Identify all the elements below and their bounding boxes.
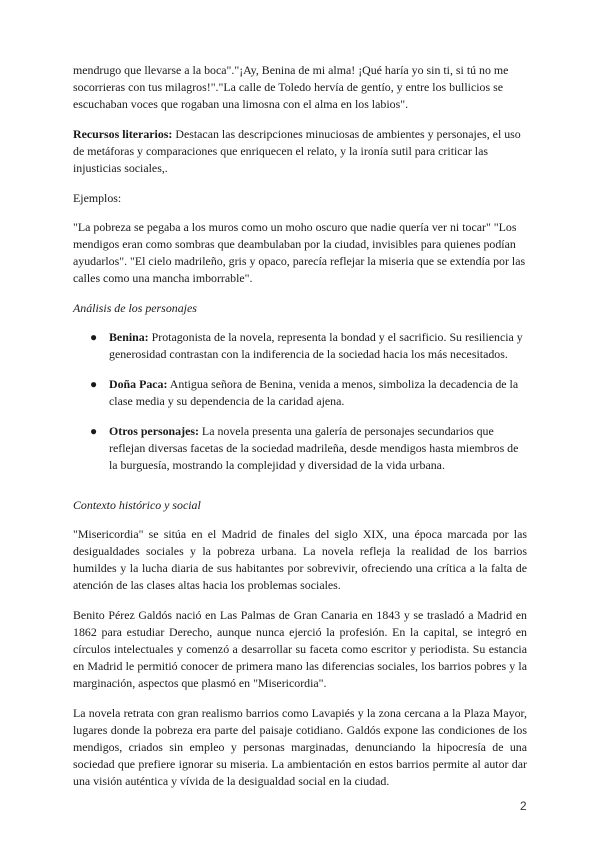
list-item-dona-paca bbox=[73, 376, 527, 410]
ejemplos-paragraph: "La pobreza se pegaba a los muros como un moho oscuro que nadie quería ver ni tocar" "Los mendigos eran como sombras que deambulaban por la ciudad, invisibles para quienes podían ayudarlos". "El cielo madrileño, gris y opaco, parecía reflejar la miseria que se extendía por las calles como una mancha imborrable". bbox=[73, 220, 526, 285]
character-description: La novela presenta una galería de personajes secundarios que reflejan diversas facetas de la sociedad madrileña, desde mendigos hasta miembros de la burguesía, mostrando la complejidad y diversidad de la vida urbana. bbox=[109, 424, 519, 472]
character-description: Protagonista de la novela, representa la bondad y el sacrificio. Su resiliencia y generosidad contrastan con la indiferencia de la sociedad hacia los más necesitados. bbox=[109, 330, 523, 361]
list-item-benina bbox=[73, 329, 527, 363]
contexto-heading: Contexto histórico y social bbox=[73, 498, 201, 512]
personajes-list bbox=[73, 329, 527, 474]
bullet-icon: ● bbox=[90, 377, 98, 391]
character-name: Otros personajes: bbox=[109, 424, 199, 438]
bullet-icon: ● bbox=[90, 424, 98, 438]
contexto-paragraph-3: La novela retrata con gran realismo barrios como Lavapiés y la zona cercana a la Plaza Mayor, lugares donde la pobreza era parte del paisaje cotidiano. Galdós expone las condiciones de los mendigos, criados sin empleo y personas marginadas, denunciando la hipocresía de una sociedad que prefiere ignorar su miseria. La ambientación en estos barrios permite al autor dar una visión auténtica y vívida de la desigualdad social en la ciudad. bbox=[73, 706, 527, 788]
bullet-icon: ● bbox=[90, 330, 98, 344]
personajes-heading: Análisis de los personajes bbox=[73, 301, 197, 315]
recursos-label: Recursos literarios: bbox=[73, 127, 173, 141]
character-name: Benina: bbox=[109, 330, 149, 344]
intro-quote-paragraph: mendrugo que llevarse a la boca"."¡Ay, Benina de mi alma! ¡Qué haría yo sin ti, si tú no me socorrieras con tus milagros!"."La calle de Toledo hervía de gentío, y entre los bullicios se escuchaban voces que rogaban una limosna con el alma en los labios". bbox=[73, 63, 509, 111]
recursos-text: Destacan las descripciones minuciosas de ambientes y personajes, el uso de metáforas y comparaciones que enriquecen el relato, y la ironía sutil para criticar las injusticias sociales,. bbox=[73, 127, 521, 175]
character-description: Antigua señora de Benina, venida a menos, simboliza la decadencia de la clase media y su dependencia de la caridad ajena. bbox=[109, 377, 519, 408]
ejemplos-heading: Ejemplos: bbox=[73, 191, 122, 205]
character-name: Doña Paca: bbox=[109, 377, 168, 391]
contexto-paragraph-2: Benito Pérez Galdós nació en Las Palmas de Gran Canaria en 1843 y se trasladó a Madrid en 1862 para estudiar Derecho, aunque nunca ejerció la profesión. En la capital, se integró en círculos intelectuales y comenzó a desarrollar su faceta como escritor y periodista. Su estancia en Madrid le permitió conocer de primera mano las diferencias sociales, los barrios pobres y la marginación, aspectos que plasmó en "Misericordia". bbox=[73, 608, 527, 690]
recursos-paragraph bbox=[73, 126, 527, 177]
page-number: 2 bbox=[520, 799, 527, 813]
contexto-paragraph-1: "Misericordia" se sitúa en el Madrid de finales del siglo XIX, una época marcada por las desigualdades sociales y la pobreza urbana. La novela refleja la realidad de los barrios humildes y la lucha diaria de sus habitantes por sobrevivir, ofreciendo una crítica a la falta de atención de las clases altas hacia los problemas sociales. bbox=[73, 527, 527, 592]
document-page bbox=[73, 62, 527, 803]
list-item-otros bbox=[73, 423, 527, 474]
